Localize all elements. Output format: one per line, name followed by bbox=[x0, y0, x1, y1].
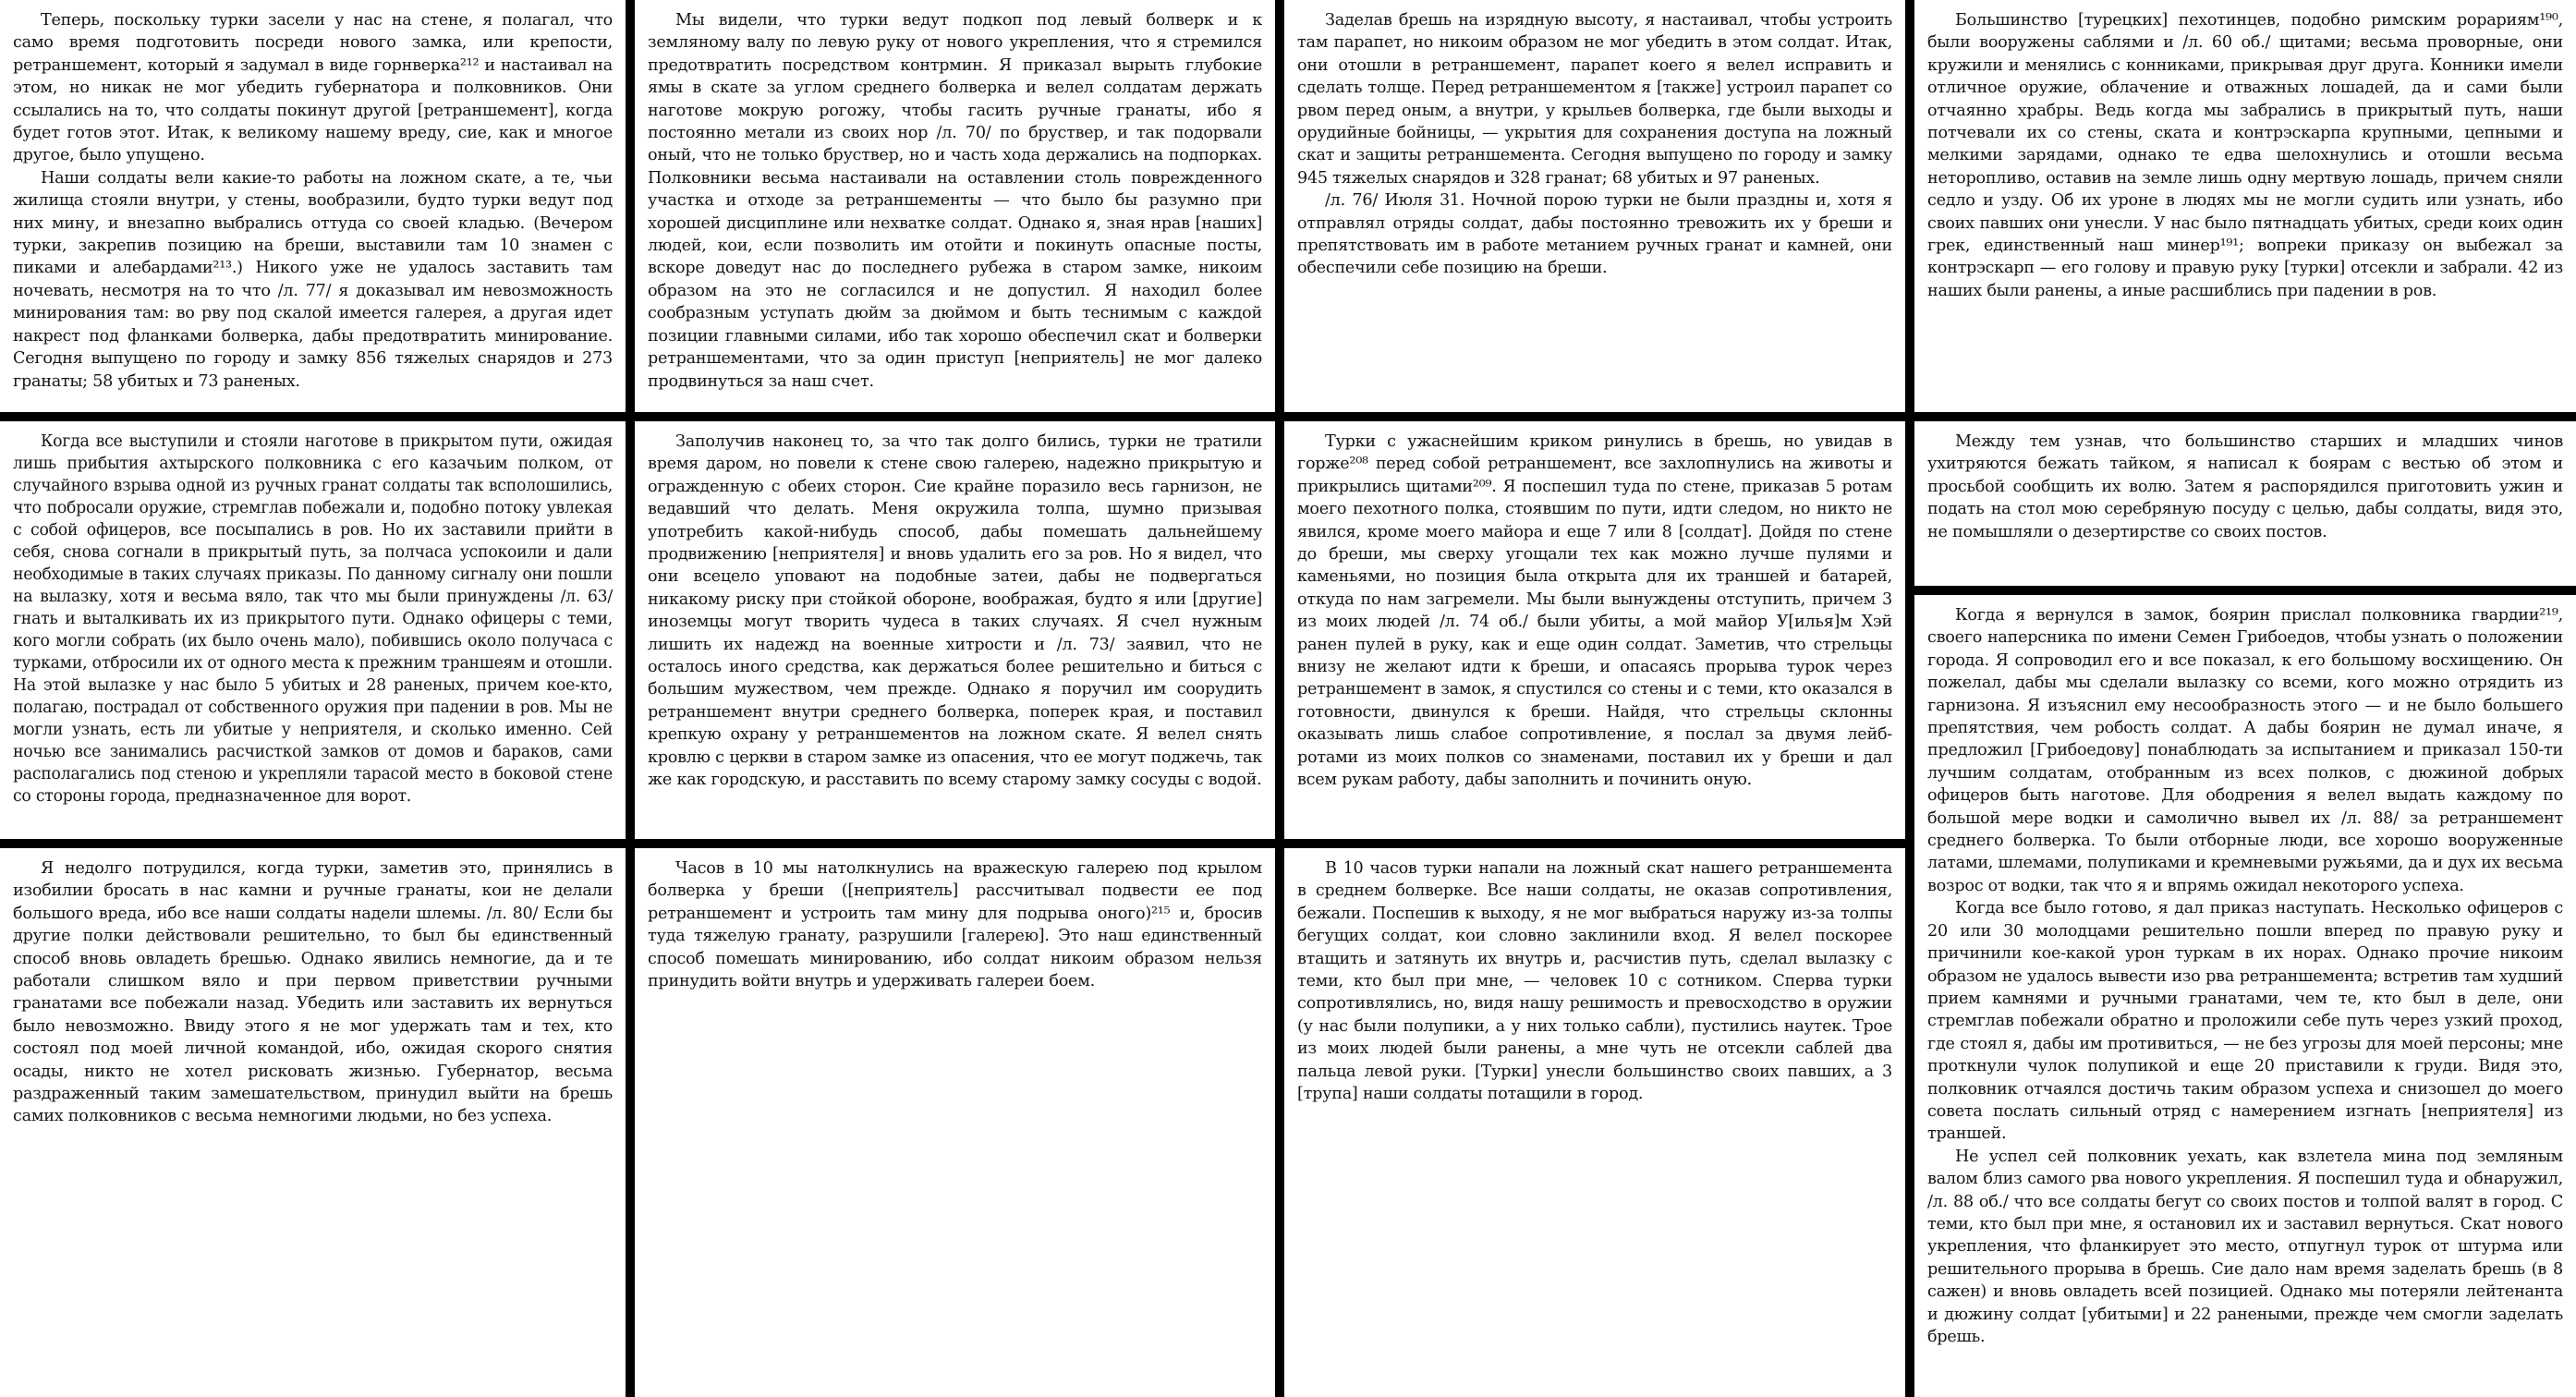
paragraph: Я недолго потрудился, когда турки, заметив это, принялись в изобилии бросать в нас камни и ручные гранаты, кои не делали большого вреда, ибо все наши солдаты надели шлемы. /л. 80/ Если бы другие полки действовали решительно, то был бы единственный способ вновь овладеть брешью. Однако явились немногие, да и те работали слишком вяло и при первом приветствии ручными гранатами все побежали назад. Убедить или заставить их вернуться было невозможно. Ввиду этого я не мог удержать там и тех, кто состоял под моей личной командой, ибо, ожидая скорого снятия осады, никто не хотел рисковать жизнью. Губернатор, весьма раздраженный таким замешательством, принудил выйти на брешь самих полковников с весьма немногими людьми, но без успеха. bbox=[13, 859, 613, 1126]
paragraph: Наши солдаты вели какие-то работы на ложном скате, а те, чьи жилища стояли внутри, у стены, вообразили, будто турки ведут под них мину, и внезапно выбрались оттуда со своей кладью. (Вечером турки, закрепив позицию на бреши, выставили там 10 знамен с пиками и алебардами²¹³.) Никого уже не удалось заставить там ночевать, несмотря на то что /л. 77/ я доказывал им невозможность минирования там: во рву под скалой имеется галерея, а другая идет накрест под фланками болверка, дабы предотвратить минирование. Сегодня выпущено по городу и замку 856 тяжелых снарядов и 273 гранаты; 58 убитых и 73 раненых. bbox=[13, 168, 613, 391]
text-fragment-r3c4 bbox=[1914, 595, 2576, 1397]
paragraph: Между тем узнав, что большинство старших и младших чинов ухитряются бежать тайком, я написал к боярам с вестью об этом и просьбой сообщить их волю. Затем я распорядился приготовить ужин и подать на стол мою серебряную посуду с целью, дабы солдаты, видя это, не помышляли о дезертирстве со своих постов. bbox=[1927, 432, 2563, 541]
paragraph: Теперь, поскольку турки засели у нас на стене, я полагал, что само время подготовить посреди нового замка, или крепости, ретраншемент, который я задумал в виде горнверка²¹² и настаивал на этом, но никак не мог убедить губернатора и полковников. Они ссылались на то, что солдаты покинут другой [ретраншемент], когда будет готов этот. Итак, к великому нашему вреду, сие, как и многое другое, было упущено. bbox=[13, 11, 613, 165]
text-fragment-r3c3 bbox=[1284, 848, 1905, 1397]
paragraph: Часов в 10 мы натолкнулись на вражескую галерею под крылом болверка у бреши ([неприятель] рассчитывал подвести ее под ретраншемент и устроить там мину для подрыва оного)²¹⁵ и, бросив туда тяжелую гранату, разрушили [галерею]. Это наш единственный способ помешать минированию, ибо солдат никоим образом нельзя принудить войти внутрь и удерживать галереи боем. bbox=[648, 859, 1262, 991]
text-fragment-r2c2 bbox=[635, 421, 1275, 839]
paragraph: Заделав брешь на изрядную высоту, я настаивал, чтобы устроить там парапет, но никоим образом не мог убедить в этом солдат. Итак, они отошли в ретраншемент, парапет коего я велел исправить и сделать толще. Перед ретраншементом я [также] устроил парапет со рвом перед оным, а внутри, у крыльев болверка, где были выходы и орудийные бойницы, — укрытия для сохранения доступа на ложный скат и защиты ретраншемента. Сегодня выпущено по городу и замку 945 тяжелых снарядов и 328 гранат; 68 убитых и 97 раненых. bbox=[1297, 11, 1892, 188]
text-fragment-r2c1 bbox=[0, 421, 626, 839]
text-fragment-r1c2 bbox=[635, 0, 1275, 412]
paragraph: Мы видели, что турки ведут подкоп под левый болверк и к земляному валу по левую руку от нового укрепления, что я стремился предотвратить посредством контрмин. Я приказал вырыть глубокие ямы в скате за углом среднего болверка и велел солдатам держать наготове мокрую рогожу, чтобы гасить ручные гранаты, ибо я постоянно метали из своих нор /л. 70/ по бруствер, и так подорвали оный, что не только бруствер, но и часть хода держались на подпорках. Полковники весьма настаивали на оставлении столь поврежденного участка и отходе за ретраншементы — что было бы разумно при хорошей дисциплине или нехватке солдат. Однако я, зная нрав [наших] людей, кои, если позволить им отойти и покинуть опасные посты, вскоре доведут нас до последнего рубежа в старом замке, никоим образом на это не согласился и не допустил. Я находил более сообразным уступать дюйм за дюймом и быть теснимым с каждой позиции главными силами, ибо так хорошо обеспечил скат и болверки ретраншементами, что за один приступ [неприятель] не мог далеко продвинуться за наш счет. bbox=[648, 11, 1262, 391]
text-fragment-r2c3 bbox=[1284, 421, 1905, 839]
paragraph: Турки с ужаснейшим криком ринулись в брешь, но увидав в горже²⁰⁸ перед собой ретраншемент, все захлопнулись на животы и прикрылись щитами²⁰⁹. Я поспешил туда по стене, приказав 5 ротам моего пехотного полка, стоявшим по пути, идти следом, но никто не явился, кроме моего майора и еще 7 или 8 [солдат]. Дойдя по стене до бреши, мы сверху угощали тех как можно лучше пулями и каменьями, но позиция была открыта для их траншей и батарей, откуда по нам загремели. Мы были вынуждены отступить, причем 3 из моих людей /л. 74 об./ были убиты, а мой майор У[илья]м Хэй ранен пулей в руку, как и еще один солдат. Заметив, что стрельцы внизу не желают идти к бреши, и опасаясь прорыва турок через ретраншемент в замок, я спустился со стены и с теми, кто оказался в готовности, двинулся к бреши. Найдя, что стрельцы склонны оказывать лишь слабое сопротивление, я послал за двумя лейб-ротами из моих полков со знаменами, поставил их у бреши и дал всем рукам работу, дабы заполнить и починить оную. bbox=[1297, 432, 1892, 790]
paragraph: Заполучив наконец то, за что так долго бились, турки не тратили время даром, но повели к стене свою галерею, надежно прикрытую и огражденную с обеих сторон. Сие крайне поразило весь гарнизон, не ведавший что делать. Меня окружила толпа, шумно призывая употребить какой-нибудь способ, дабы помешать дальнейшему продвижению [неприятеля] и вновь удалить его за ров. Но я видел, что они всецело уповают на подобные затеи, дабы не подвергаться никакому риску при стойкой обороне, воображая, будто я или [другие] иноземцы могут творить чудеса в таких случаях. Я счел нужным лишить их надежд на военные хитрости и /л. 73/ заявил, что не осталось иного средства, как держаться более решительно и биться с большим мужеством, чем прежде. Однако я поручил им соорудить ретраншемент внутри среднего болверка, поперек края, и поставил крепкую охрану у ретраншементов на ложном скате. Я велел снять кровлю с церкви в старом замке из опасения, что ее могут поджечь, так же как городскую, и расставить по всему старому замку сосуды с водой. bbox=[648, 432, 1262, 790]
text-fragment-r2c4 bbox=[1914, 421, 2576, 586]
paragraph: Когда все выступили и стояли наготове в прикрытом пути, ожидая лишь прибытия ахтырского полковника с его казачьим полком, от случайного взрыва одной из ручных гранат солдаты так всполошились, что побросали оружие, стремглав побежали и, подобно потоку увлекая с собой офицеров, все посыпались в ров. Но их заставили прийти в себя, снова согнали в прикрытый путь, за полчаса успокоили и дали необходимые в таких случаях приказы. По данному сигналу они пошли на вылазку, хотя и весьма вяло, так что мы были принуждены /л. 63/ гнать и выталкивать их из прикрытого пути. Однако офицеры с теми, кого могли собрать (их было очень мало), побившись около получаса с турками, отбросили их от одного места к прежним траншеям и отошли. На этой вылазке у нас было 5 убитых и 28 раненых, причем кое-кто, полагаю, пострадал от собственного оружия при падении в ров. Мы не могли узнать, есть ли убитые у неприятеля, и сколько именно. Сей ночью все занимались расчисткой замков от домов и бараков, сами располагались под стеною и укрепляли тарасой место в боковой стене со стороны города, предназначенное для ворот. bbox=[13, 432, 613, 806]
text-fragment-r1c1 bbox=[0, 0, 626, 412]
paragraph: В 10 часов турки напали на ложный скат нашего ретраншемента в среднем болверке. Все наши солдаты, не оказав сопротивления, бежали. Поспешив к выходу, я не мог выбраться наружу из-за толпы бегущих солдат, кои словно заклинили вход. Я велел поскорее втащить и затянуть их внутрь и, расчистив путь, сделал вылазку с теми, кто был при мне, — человек 10 с сотником. Сперва турки сопротивлялись, но, видя нашу решимость и превосходство в оружии (у нас были полупики, а у них только сабли), пустились наутек. Трое из моих людей были ранены, а мне чуть не отсекли саблей два пальца левой руки. [Турки] унесли большинство своих павших, а 3 [трупа] наши солдаты потащили в город. bbox=[1297, 859, 1892, 1104]
paragraph: Большинство [турецких] пехотинцев, подобно римским рорариям¹⁹⁰, были вооружены саблями и /л. 60 об./ щитами; весьма проворные, они кружили и менялись с конниками, прикрывая друг друга. Конники имели отличное оружие, облачение и отважных лошадей, да и сами были отчаянно храбры. Ведь когда мы забрались в прикрытый путь, наши потчевали их со стены, ската и контрэскарпа крупными, цепными и мелкими зарядами, однако те едва шелохнулись и отошли весьма неторопливо, оставив на земле лишь одну мертвую лошадь, причем сняли седло и узду. Об их уроне в людях мы не могли судить или узнать, ибо своих павших они унесли. У нас было пятнадцать убитых, среди коих один грек, единственный наш минер¹⁹¹; вопреки приказу он выбежал за контрэскарп — его голову и правую руку [турки] отсекли и забрали. 42 из наших были ранены, а иные расшиблись при падении в ров. bbox=[1927, 11, 2563, 300]
paragraph: Когда я вернулся в замок, боярин прислал полковника гвардии²¹⁹, своего наперсника по имени Семен Грибоедов, чтобы узнать о положении города. Я сопроводил его и все показал, к его большому восхищению. Он пожелал, дабы мы сделали вылазку со всеми, кого можно отрядить из гарнизона. Я изъяснил ему несообразность этого — и не было большего препятствия, чем робость солдат. А дабы боярин не думал иначе, я предложил [Грибоедову] понаблюдать за испытанием и приказал 150-ти лучшим солдатам, отобранным из всех полков, с дюжиной добрых офицеров быть наготове. Для ободрения я велел выдать каждому по большой мере водки и самолично вывел их /л. 88/ за ретраншемент среднего болверка. То были отборные люди, все хорошо вооруженные латами, шлемами, полупиками и кремневыми ружьями, да и дух их весьма возрос от водки, так что я и впрямь ожидал некоторого успеха. bbox=[1927, 606, 2563, 895]
paragraph: Когда все было готово, я дал приказ наступать. Несколько офицеров с 20 или 30 молодцами решительно пошли вперед по правую руку и причинили кое-какой урон туркам в их норах. Однако прочие никоим образом не удалось вывести изо рва ретраншемента; встретив там худший прием камнями и ручными гранатами, чем те, кто был в деле, они стремглав побежали обратно и проложили себе путь через узкий проход, где стоял я, дабы им противиться, — не без угрозы для моей персоны; мне проткнули чулок полупикой и еще 20 приставили к груди. Видя это, полковник отчаялся достичь таким образом успеха и снизошел до моего совета послать сильный отряд с намерением изгнать [неприятеля] из траншей. bbox=[1927, 899, 2563, 1144]
text-fragment-r3c1 bbox=[0, 848, 626, 1397]
text-fragment-r1c3 bbox=[1284, 0, 1905, 412]
paragraph: Не успел сей полковник уехать, как взлетела мина под земляным валом близ самого рва нового укрепления. Я поспешил туда и обнаружил, /л. 88 об./ что все солдаты бегут со своих постов и толпой валят в город. С теми, кто был при мне, я остановил их и заставил вернуться. Скат нового укрепления, что фланкирует это место, отпугнул турок от штурма или решительного прорыва в брешь. Сие дало нам время заделать брешь (в 8 сажен) и вновь овладеть всей позицией. Однако мы потеряли лейтенанта и дюжину солдат [убитыми] и 22 ранеными, прежде чем смогли заделать брешь. bbox=[1927, 1147, 2563, 1346]
text-fragment-r1c4 bbox=[1914, 0, 2576, 412]
text-fragment-r3c2 bbox=[635, 848, 1275, 1397]
paragraph: /л. 76/ Июля 31. Ночной порою турки не были праздны и, хотя я отправлял отряды солдат, дабы постоянно тревожить их у бреши и препятствовать им в работе метанием ручных гранат и камней, они обеспечили себе позицию на бреши. bbox=[1297, 191, 1892, 278]
